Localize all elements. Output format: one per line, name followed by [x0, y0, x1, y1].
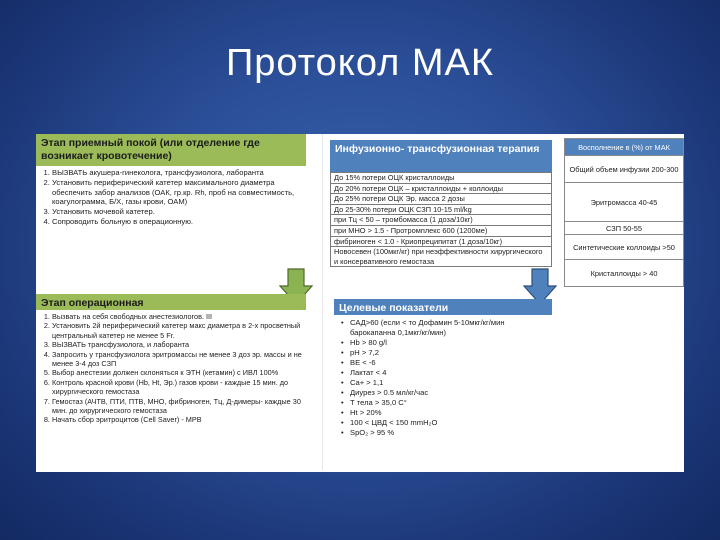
- table-cell: До 15% потери ОЦК кристаллоиды: [331, 173, 552, 184]
- list-item: 6. Контроль красной крови (Hb, Ht, Эр.) газов крови - каждые 15 мин. до хирургического гемостаза: [52, 378, 302, 397]
- targets-block: [334, 299, 552, 469]
- slide-title: Протокол МАК: [225, 42, 495, 84]
- infusion-block: [330, 140, 552, 290]
- list-item: 2. Установить 2й периферический катетер макс диаметра в 2-х просветный центральный катетер не менее 5 Fr.: [52, 321, 302, 340]
- list-item: • 100 < ЦВД < 150 mmH₂O: [350, 418, 548, 428]
- list-item: • Диурез > 0.5 мл/кг/час: [350, 388, 548, 398]
- list-item: 7. Гемостаз (АЧТВ, ПТИ, ПТВ, МНО, фибриноген, Тц, Д-димеры- каждые 30 мин. до хирургического гемостаза: [52, 397, 302, 416]
- table-row: [565, 260, 684, 287]
- list-item: 2. Установить периферический катетер максимального диаметра обеспечить забор анализов (ОАК, гр.кр. Rh, проб на совместимость, коагулограмма, Б/Х, газы крови, ОАМ): [52, 178, 302, 207]
- table-row: [565, 183, 684, 222]
- table-row: [331, 194, 552, 205]
- table-cell: Эритромасса 40-45: [565, 183, 684, 222]
- table-cell: До 20% потери ОЦК – кристаллоиды + коллоиды: [331, 183, 552, 194]
- list-item: • pH > 7,2: [350, 348, 548, 358]
- stage-operation-header: Этап операционная: [36, 294, 306, 310]
- table-cell: СЗП 50-55: [565, 222, 684, 235]
- list-item: • Ht > 20%: [350, 408, 548, 418]
- table-header-cell: Восполнение в (%) от МАК: [565, 139, 684, 156]
- stage-operation-steps: [36, 310, 306, 425]
- list-item: • Hb > 80 g/l: [350, 338, 548, 348]
- list-item: • Лактат < 4: [350, 368, 548, 378]
- divider: [322, 134, 323, 470]
- list-item: • BE < -6: [350, 358, 548, 368]
- list-item: • Т тела > 35,0 С°: [350, 398, 548, 408]
- table-row: [331, 236, 552, 247]
- table-row: [565, 156, 684, 183]
- targets-list: [334, 315, 552, 438]
- table-row: [565, 222, 684, 235]
- list-item: 3. ВЫЗВАТЬ трансфузиолога, и лаборанта: [52, 340, 302, 349]
- targets-header: Целевые показатели: [334, 299, 552, 315]
- table-cell: До 25-30% потери ОЦК СЗП 10-15 ml/kg: [331, 204, 552, 215]
- table-cell: Новосевен (100мкг/кг) при неэффективности хирургического и консервативного гемостаза: [331, 247, 552, 267]
- list-item: 5. Выбор анестезии должен склоняться к ЭТН (кетамин) с ИВЛ 100%: [52, 368, 302, 377]
- table-cell: До 25% потери ОЦК Эр. масса 2 дозы: [331, 194, 552, 205]
- stage-admission-header: Этап приемный покой (или отделение где возникает кровотечение): [36, 134, 306, 166]
- infusion-table: [330, 172, 552, 267]
- mac-table-block: [564, 138, 684, 287]
- table-cell: Синтетические коллоиды >50: [565, 235, 684, 260]
- table-row: [331, 173, 552, 184]
- list-item: • САД>60 (если < то Дофамин 5-10мкг/кг/мин барокапанна 0,1мкг/кг/мин): [350, 318, 548, 338]
- table-row: [331, 204, 552, 215]
- mac-table: [564, 138, 684, 287]
- infusion-header: Инфузионно- трансфузионная терапия: [330, 140, 552, 172]
- list-item: • Ca+ > 1,1: [350, 378, 548, 388]
- list-item: • SpO₂ > 95 %: [350, 428, 548, 438]
- protocol-panel: [36, 134, 684, 472]
- list-item: 1. Вызвать на себя свободных анестезиологов. III: [52, 312, 302, 321]
- table-row: [331, 225, 552, 236]
- table-cell: Общий объем инфузии 200-300: [565, 156, 684, 183]
- table-row: [331, 183, 552, 194]
- table-row: [565, 139, 684, 156]
- table-row: [565, 235, 684, 260]
- stage-admission-steps: [36, 166, 306, 227]
- table-row: [331, 247, 552, 267]
- stage-admission-block: [36, 134, 306, 286]
- list-item: 3. Установить мочевой катетер.: [52, 207, 302, 217]
- table-cell: Кристаллоиды > 40: [565, 260, 684, 287]
- table-row: [331, 215, 552, 226]
- table-cell: при МНО > 1.5 - Протромплекс 600 (1200ме): [331, 225, 552, 236]
- list-item: 8. Начать сбор эритроцитов (Cell Saver) - МРВ: [52, 415, 302, 424]
- list-item: 4. Запросить у трансфузиолога эритромассы не менее 3 доз эр. массы и не менее 3-4 доз СЗП: [52, 350, 302, 369]
- table-cell: при Тц < 50 – тромбомасса (1 доза/10кг): [331, 215, 552, 226]
- list-item: 1. ВЫЗВАТЬ акушера-гинеколога, трансфузиолога, лаборанта: [52, 168, 302, 178]
- table-cell: фибриноген < 1.0 - Криопреципитат (1 доза/10кг): [331, 236, 552, 247]
- stage-operation-block: [36, 294, 306, 470]
- list-item: 4. Сопроводить больную в операционную.: [52, 217, 302, 227]
